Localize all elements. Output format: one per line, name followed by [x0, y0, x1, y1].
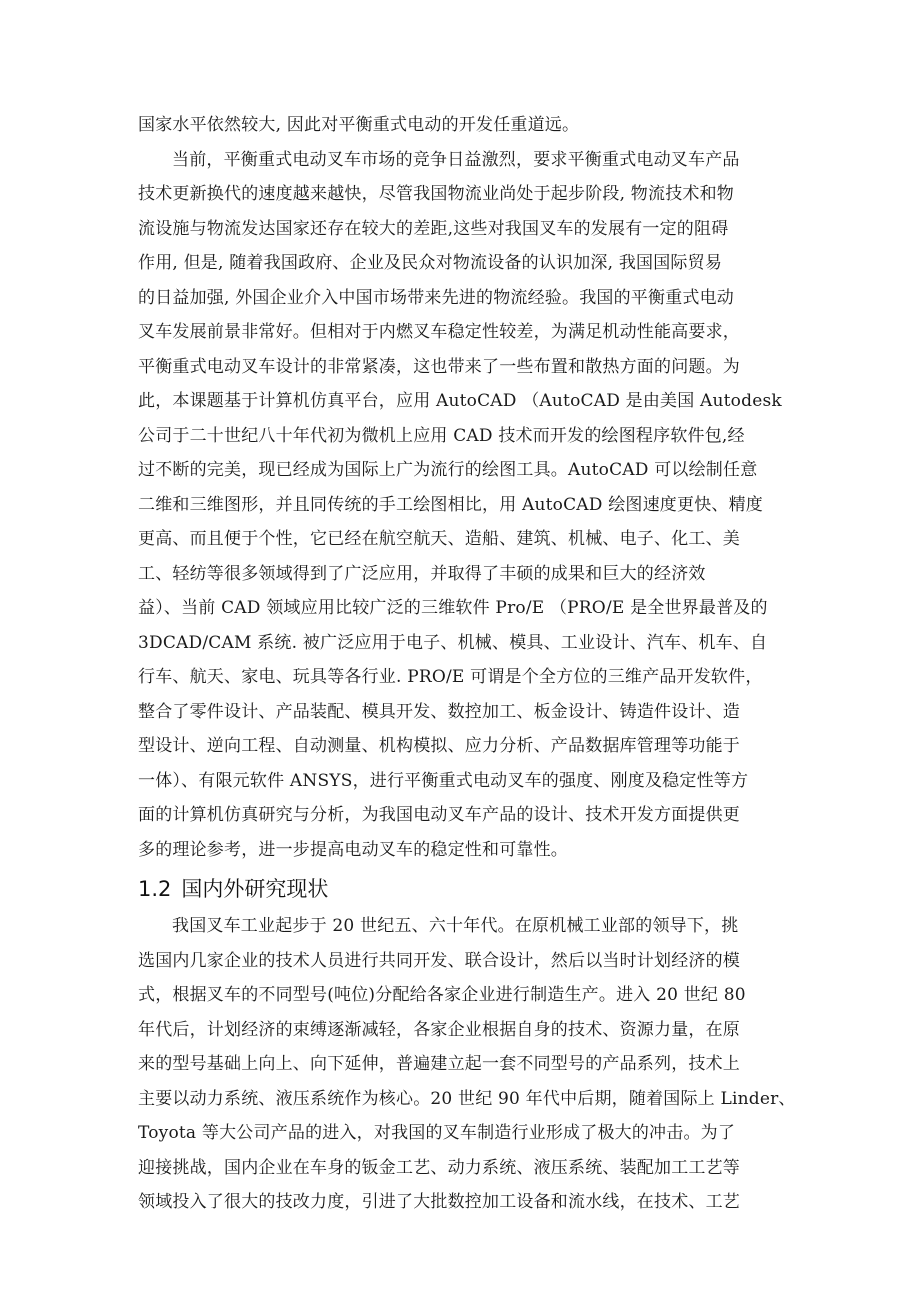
text-line: 行车、航天、家电、玩具等各行业. PRO/E 可谓是个全方位的三维产品开发软件， [138, 667, 763, 687]
text-line: 更高、而且便于个性，它已经在航空航天、造船、建筑、机械、电子、化工、美 [138, 529, 740, 549]
text-line: 过不断的完美，现已经成为国际上广为流行的绘图工具。AutoCAD 可以绘制任意 [138, 460, 758, 480]
section-heading [138, 869, 798, 909]
text-line: 技术更新换代的速度越来越快，尽管我国物流业尚处于起步阶段, 物流技术和物 [138, 184, 735, 204]
text-line: 的日益加强, 外国企业介入中国市场带来先进的物流经验。我国的平衡重式电动 [138, 287, 735, 308]
text-line: 式，根据叉车的不同型号(吨位)分配给各家企业进行制造生产。进入 20 世纪 80 [138, 985, 746, 1005]
page-content [138, 108, 798, 1220]
text-line: 3DCAD/CAM 系统. 被广泛应用于电子、机械、模具、工业设计、汽车、机车、自 [138, 632, 768, 653]
text-line: 此，本课题基于计算机仿真平台，应用 AutoCAD （AutoCAD 是由美国 Autodesk [138, 391, 782, 411]
text-line: 二维和三维图形，并且同传统的手工绘图相比，用 AutoCAD 绘图速度更快、精度 [138, 494, 764, 515]
section-title: 国内外研究现状 [181, 877, 329, 901]
text-line: 主要以动力系统、液压系统作为核心。20 世纪 90 年代中后期，随着国际上 Linder、 [138, 1088, 796, 1109]
text-line: 来的型号基础上向上、向下延伸，普遍建立起一套不同型号的产品系列，技术上 [138, 1054, 740, 1074]
text-line: 迎接挑战，国内企业在车身的钣金工艺、动力系统、液压系统、装配加工工艺等 [138, 1157, 740, 1178]
text-line: 年代后，计划经济的束缚逐渐减轻，各家企业根据自身的技术、资源力量，在原 [138, 1019, 740, 1040]
text-line: 选国内几家企业的技术人员进行共同开发、联合设计，然后以当时计划经济的模 [138, 950, 740, 971]
paragraph-continuation [138, 108, 798, 143]
text-line: 领域投入了很大的技改力度，引进了大批数控加工设备和流水线，在技术、工艺 [138, 1192, 740, 1212]
text-line: Toyota 等大公司产品的进入，对我国的叉车制造行业形成了极大的冲击。为了 [138, 1123, 736, 1143]
text-line: 国家水平依然较大, 因此对平衡重式电动的开发任重道远。 [138, 115, 580, 135]
text-line: 面的计算机仿真研究与分析，为我国电动叉车产品的设计、技术开发方面提供更 [138, 805, 740, 825]
text-line: 公司于二十世纪八十年代初为微机上应用 CAD 技术而开发的绘图程序软件包,经 [138, 425, 745, 446]
paragraph-research-status [138, 909, 798, 1220]
text-line: 叉车发展前景非常好。但相对于内燃叉车稳定性较差，为满足机动性能高要求， [138, 322, 740, 342]
text-line: 作用, 但是, 随着我国政府、企业及民众对物流设备的认识加深, 我国国际贸易 [138, 253, 723, 273]
text-line: 我国叉车工业起步于 20 世纪五、六十年代。在原机械工业部的领导下，挑 [172, 916, 739, 936]
text-line: 当前，平衡重式电动叉车市场的竞争日益激烈，要求平衡重式电动叉车产品 [172, 149, 740, 170]
text-line: 流设施与物流发达国家还存在较大的差距,这些对我国叉车的发展有一定的阻碍 [138, 218, 729, 239]
text-line: 工、轻纺等很多领域得到了广泛应用，并取得了丰硕的成果和巨大的经济效 [138, 563, 706, 584]
text-line: 益）、当前 CAD 领域应用比较广泛的三维软件 Pro/E （PRO/E 是全世界最普及的 [138, 598, 768, 618]
section-number: 1.2 [138, 877, 172, 901]
paragraph-current-situation [138, 143, 798, 868]
text-line: 一体）、有限元软件 ANSYS，进行平衡重式电动叉车的强度、刚度及稳定性等方 [138, 770, 749, 791]
text-line: 型设计、逆向工程、自动测量、机构模拟、应力分析、产品数据库管理等功能于 [138, 736, 740, 756]
text-line: 多的理论参考，进一步提高电动叉车的稳定性和可靠性。 [138, 839, 568, 860]
text-line: 整合了零件设计、产品装配、模具开发、数控加工、板金设计、铸造件设计、造 [138, 701, 740, 722]
text-line: 平衡重式电动叉车设计的非常紧凑，这也带来了一些布置和散热方面的问题。为 [138, 356, 740, 377]
